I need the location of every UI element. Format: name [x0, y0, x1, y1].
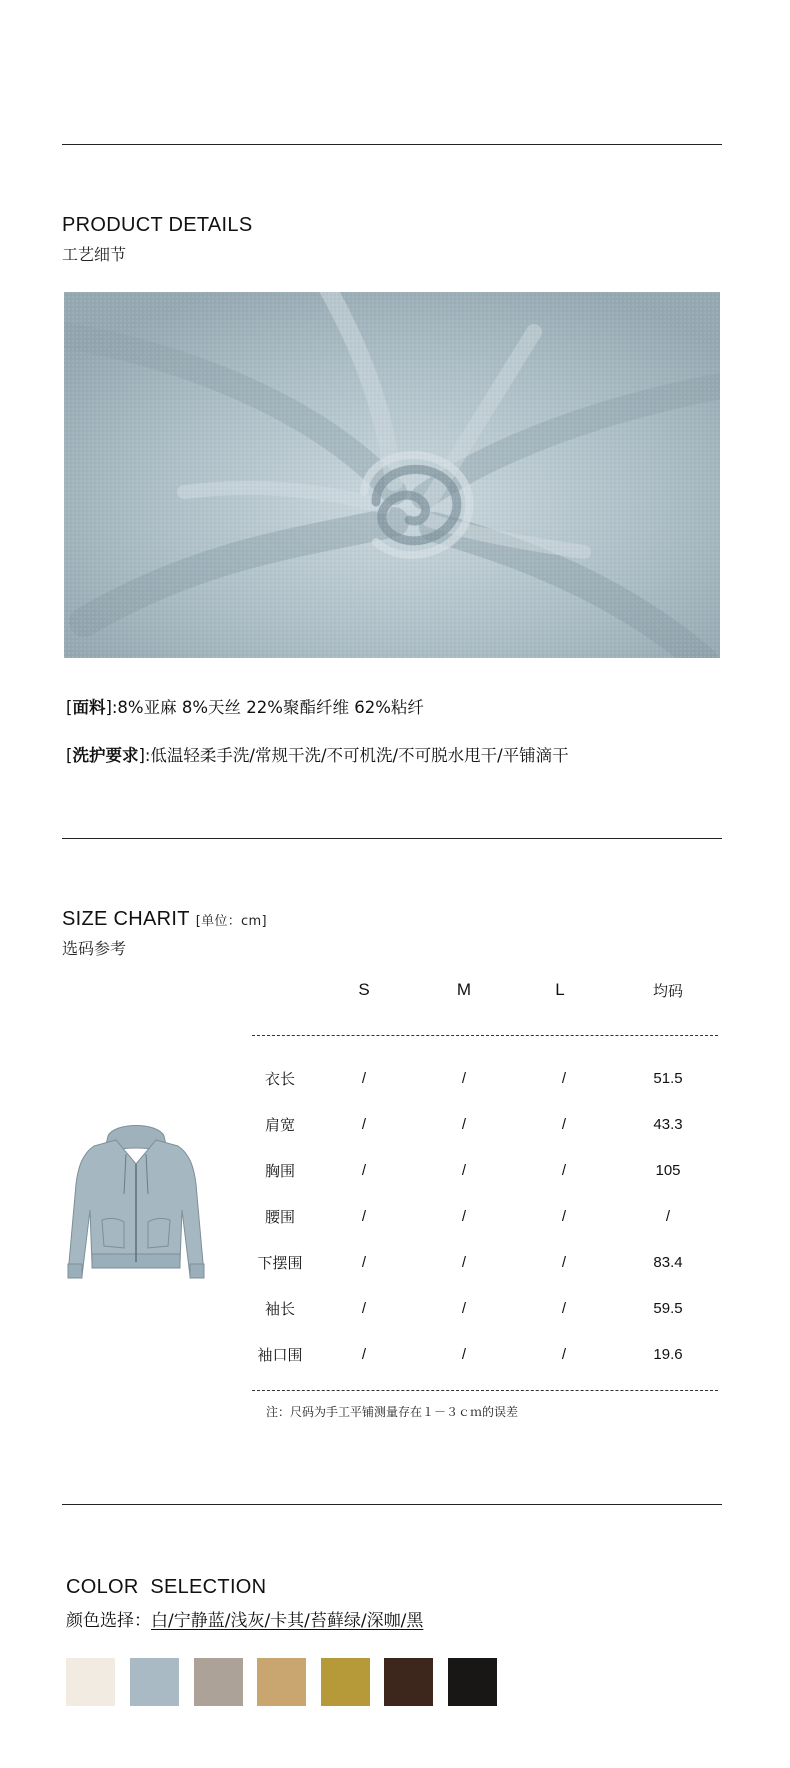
cell-shoulder-one: 43.3	[653, 1116, 683, 1133]
cell-waist-one: /	[665, 1208, 671, 1225]
fabric-swirl-photo	[64, 292, 720, 658]
product-details-title: PRODUCT DETAILS	[62, 214, 253, 236]
care-value: ]:低温轻柔手洗/常规干洗/不可机洗/不可脱水甩干/平铺滴干	[138, 746, 569, 765]
row-label-cuff: 袖口围	[257, 1346, 303, 1364]
cell-cuff-m: /	[461, 1346, 467, 1363]
cell-shoulder-l: /	[561, 1116, 567, 1133]
row-label-length: 衣长	[264, 1070, 295, 1088]
cell-chest-one: 105	[655, 1162, 681, 1179]
product-details-subtitle: 工艺细节	[62, 245, 127, 264]
size-col-l: L	[555, 980, 565, 999]
cell-shoulder-m: /	[461, 1116, 467, 1133]
size-col-s: S	[358, 980, 370, 999]
divider-top	[62, 144, 722, 145]
fabric-label: 面料	[72, 698, 106, 717]
table-divider-top	[252, 1035, 718, 1036]
cell-sleeve-s: /	[361, 1300, 367, 1317]
swatch-moss-green[interactable]	[321, 1658, 370, 1706]
cell-length-l: /	[561, 1070, 567, 1087]
cell-sleeve-m: /	[461, 1300, 467, 1317]
color-options-list: 白/宁静蓝/浅灰/卡其/苔藓绿/深咖/黑	[151, 1611, 424, 1631]
size-col-m: M	[456, 980, 472, 999]
size-chart-title: SIZE CHARIT [单位：cm]	[62, 908, 267, 930]
cell-chest-s: /	[361, 1162, 367, 1179]
row-label-waist: 腰围	[264, 1208, 295, 1226]
color-selection-title: COLOR SELECTION	[66, 1576, 267, 1598]
cell-cuff-one: 19.6	[653, 1346, 683, 1363]
cell-hem-one: 83.4	[653, 1254, 683, 1271]
swatch-light-gray[interactable]	[194, 1658, 243, 1706]
cell-length-one: 51.5	[653, 1070, 683, 1087]
cell-hem-l: /	[561, 1254, 567, 1271]
divider-bottom	[62, 1504, 722, 1505]
cell-waist-m: /	[461, 1208, 467, 1225]
cell-cuff-l: /	[561, 1346, 567, 1363]
fabric-value: ]:8%亚麻 8%天丝 22%聚酯纤维 62%粘纤	[105, 698, 424, 717]
cell-chest-m: /	[461, 1162, 467, 1179]
swatch-khaki[interactable]	[257, 1658, 306, 1706]
measurement-note: 注：尺码为手工平铺测量存在１－３ｃｍ的误差	[266, 1405, 519, 1419]
cell-hem-s: /	[361, 1254, 367, 1271]
cell-chest-l: /	[561, 1162, 567, 1179]
size-col-one-size: 均码	[652, 982, 683, 1000]
cell-hem-m: /	[461, 1254, 467, 1271]
row-label-chest: 胸围	[264, 1162, 295, 1180]
hoodie-product-image	[64, 1124, 208, 1296]
color-options-line	[66, 1606, 423, 1631]
table-divider-bottom	[252, 1390, 718, 1391]
cell-cuff-s: /	[361, 1346, 367, 1363]
size-chart-unit: [单位：cm]	[195, 914, 267, 929]
cell-sleeve-l: /	[561, 1300, 567, 1317]
row-label-hem: 下摆围	[257, 1254, 303, 1272]
divider-middle	[62, 838, 722, 839]
cell-length-s: /	[361, 1070, 367, 1087]
cell-waist-l: /	[561, 1208, 567, 1225]
color-options-label: 颜色选择：	[66, 1611, 151, 1631]
size-chart-subtitle: 选码参考	[62, 939, 127, 958]
swatch-dark-brown[interactable]	[384, 1658, 433, 1706]
row-label-shoulder: 肩宽	[264, 1116, 295, 1134]
cell-waist-s: /	[361, 1208, 367, 1225]
cell-length-m: /	[461, 1070, 467, 1087]
cell-shoulder-s: /	[361, 1116, 367, 1133]
swatch-white[interactable]	[66, 1658, 115, 1706]
cell-sleeve-one: 59.5	[653, 1300, 683, 1317]
row-label-sleeve: 袖长	[264, 1300, 295, 1318]
fabric-composition: [面料]:8%亚麻 8%天丝 22%聚酯纤维 62%粘纤	[66, 698, 424, 717]
swatch-serene-blue[interactable]	[130, 1658, 179, 1706]
swatch-black[interactable]	[448, 1658, 497, 1706]
care-instructions: [洗护要求]:低温轻柔手洗/常规干洗/不可机洗/不可脱水甩干/平铺滴干	[66, 746, 569, 765]
care-label: 洗护要求	[72, 746, 139, 765]
